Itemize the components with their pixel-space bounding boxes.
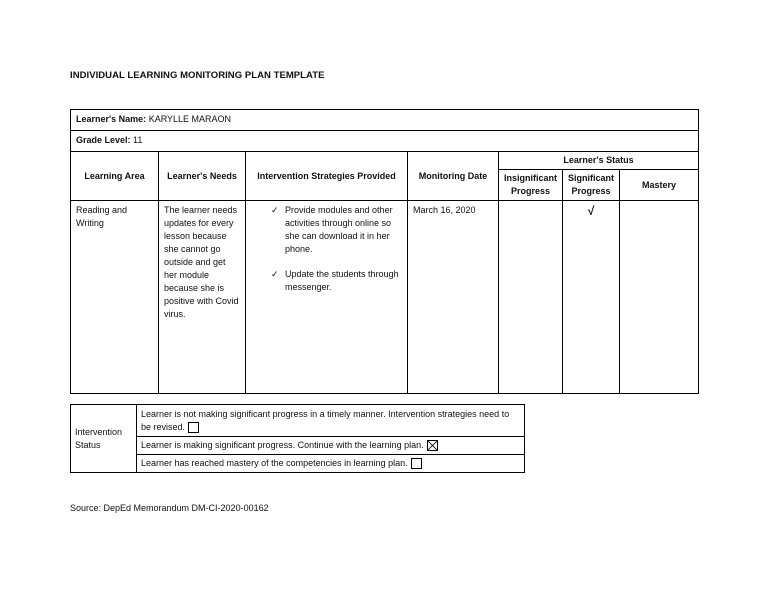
- check-icon: ✓: [271, 205, 279, 215]
- header-learners-needs: Learner's Needs: [159, 152, 246, 201]
- check-mark-icon: √: [587, 204, 595, 218]
- status-option-text: Learner is making significant progress. Continue with the learning plan.: [141, 440, 424, 450]
- header-insignificant-progress: Insignificant Progress: [499, 170, 563, 201]
- header-intervention-strategies: Intervention Strategies Provided: [246, 152, 408, 201]
- monitoring-plan-table: [70, 109, 699, 394]
- cell-mastery: [620, 201, 699, 394]
- learner-name-label: Learner's Name:: [76, 114, 147, 124]
- cell-learners-needs: The learner needs updates for every lesson because she cannot go outside and get her module because she is positive with Covid virus.: [159, 201, 246, 394]
- intervention-status-table: [70, 404, 525, 473]
- header-mastery: Mastery: [620, 170, 699, 201]
- status-option-text: Learner has reached mastery of the competencies in learning plan.: [141, 458, 408, 468]
- header-significant-progress: Significant Progress: [563, 170, 620, 201]
- status-option: [137, 437, 525, 455]
- cell-insignificant-progress: [499, 201, 563, 394]
- strategy-item: [251, 268, 402, 294]
- strategy-list: [251, 204, 402, 294]
- grade-level-label: Grade Level:: [76, 135, 131, 145]
- status-checkbox[interactable]: [188, 422, 199, 433]
- strategy-text: Provide modules and other activities through online so she can download it in her phone.: [285, 205, 393, 254]
- header-monitoring-date: Monitoring Date: [408, 152, 499, 201]
- status-option: [137, 455, 525, 473]
- status-option-text: Learner is not making significant progress in a timely manner. Intervention strategies need to be revised.: [141, 408, 510, 432]
- cell-monitoring-date: March 16, 2020: [408, 201, 499, 394]
- grade-level-cell: [71, 131, 699, 152]
- strategy-text: Update the students through messenger.: [285, 269, 399, 292]
- header-learning-area: Learning Area: [71, 152, 159, 201]
- status-checkbox[interactable]: [411, 458, 422, 469]
- grade-level-value: 11: [133, 135, 143, 145]
- learner-name-cell: [71, 110, 699, 131]
- source-note: Source: DepEd Memorandum DM-CI-2020-00162: [70, 503, 269, 513]
- document-title: INDIVIDUAL LEARNING MONITORING PLAN TEMPLATE: [70, 70, 325, 81]
- cell-intervention-strategies: [246, 201, 408, 394]
- status-option: [137, 405, 525, 437]
- header-learners-status: Learner's Status: [499, 152, 699, 170]
- cell-learning-area: Reading and Writing: [71, 201, 159, 394]
- cell-significant-progress: [563, 201, 620, 394]
- strategy-item: [251, 204, 402, 256]
- x-mark-icon: [428, 441, 437, 450]
- status-checkbox-checked[interactable]: [427, 440, 438, 451]
- learner-name-value: KARYLLE MARAON: [148, 114, 232, 124]
- intervention-status-label: Intervention Status: [71, 405, 137, 473]
- check-icon: ✓: [271, 269, 279, 279]
